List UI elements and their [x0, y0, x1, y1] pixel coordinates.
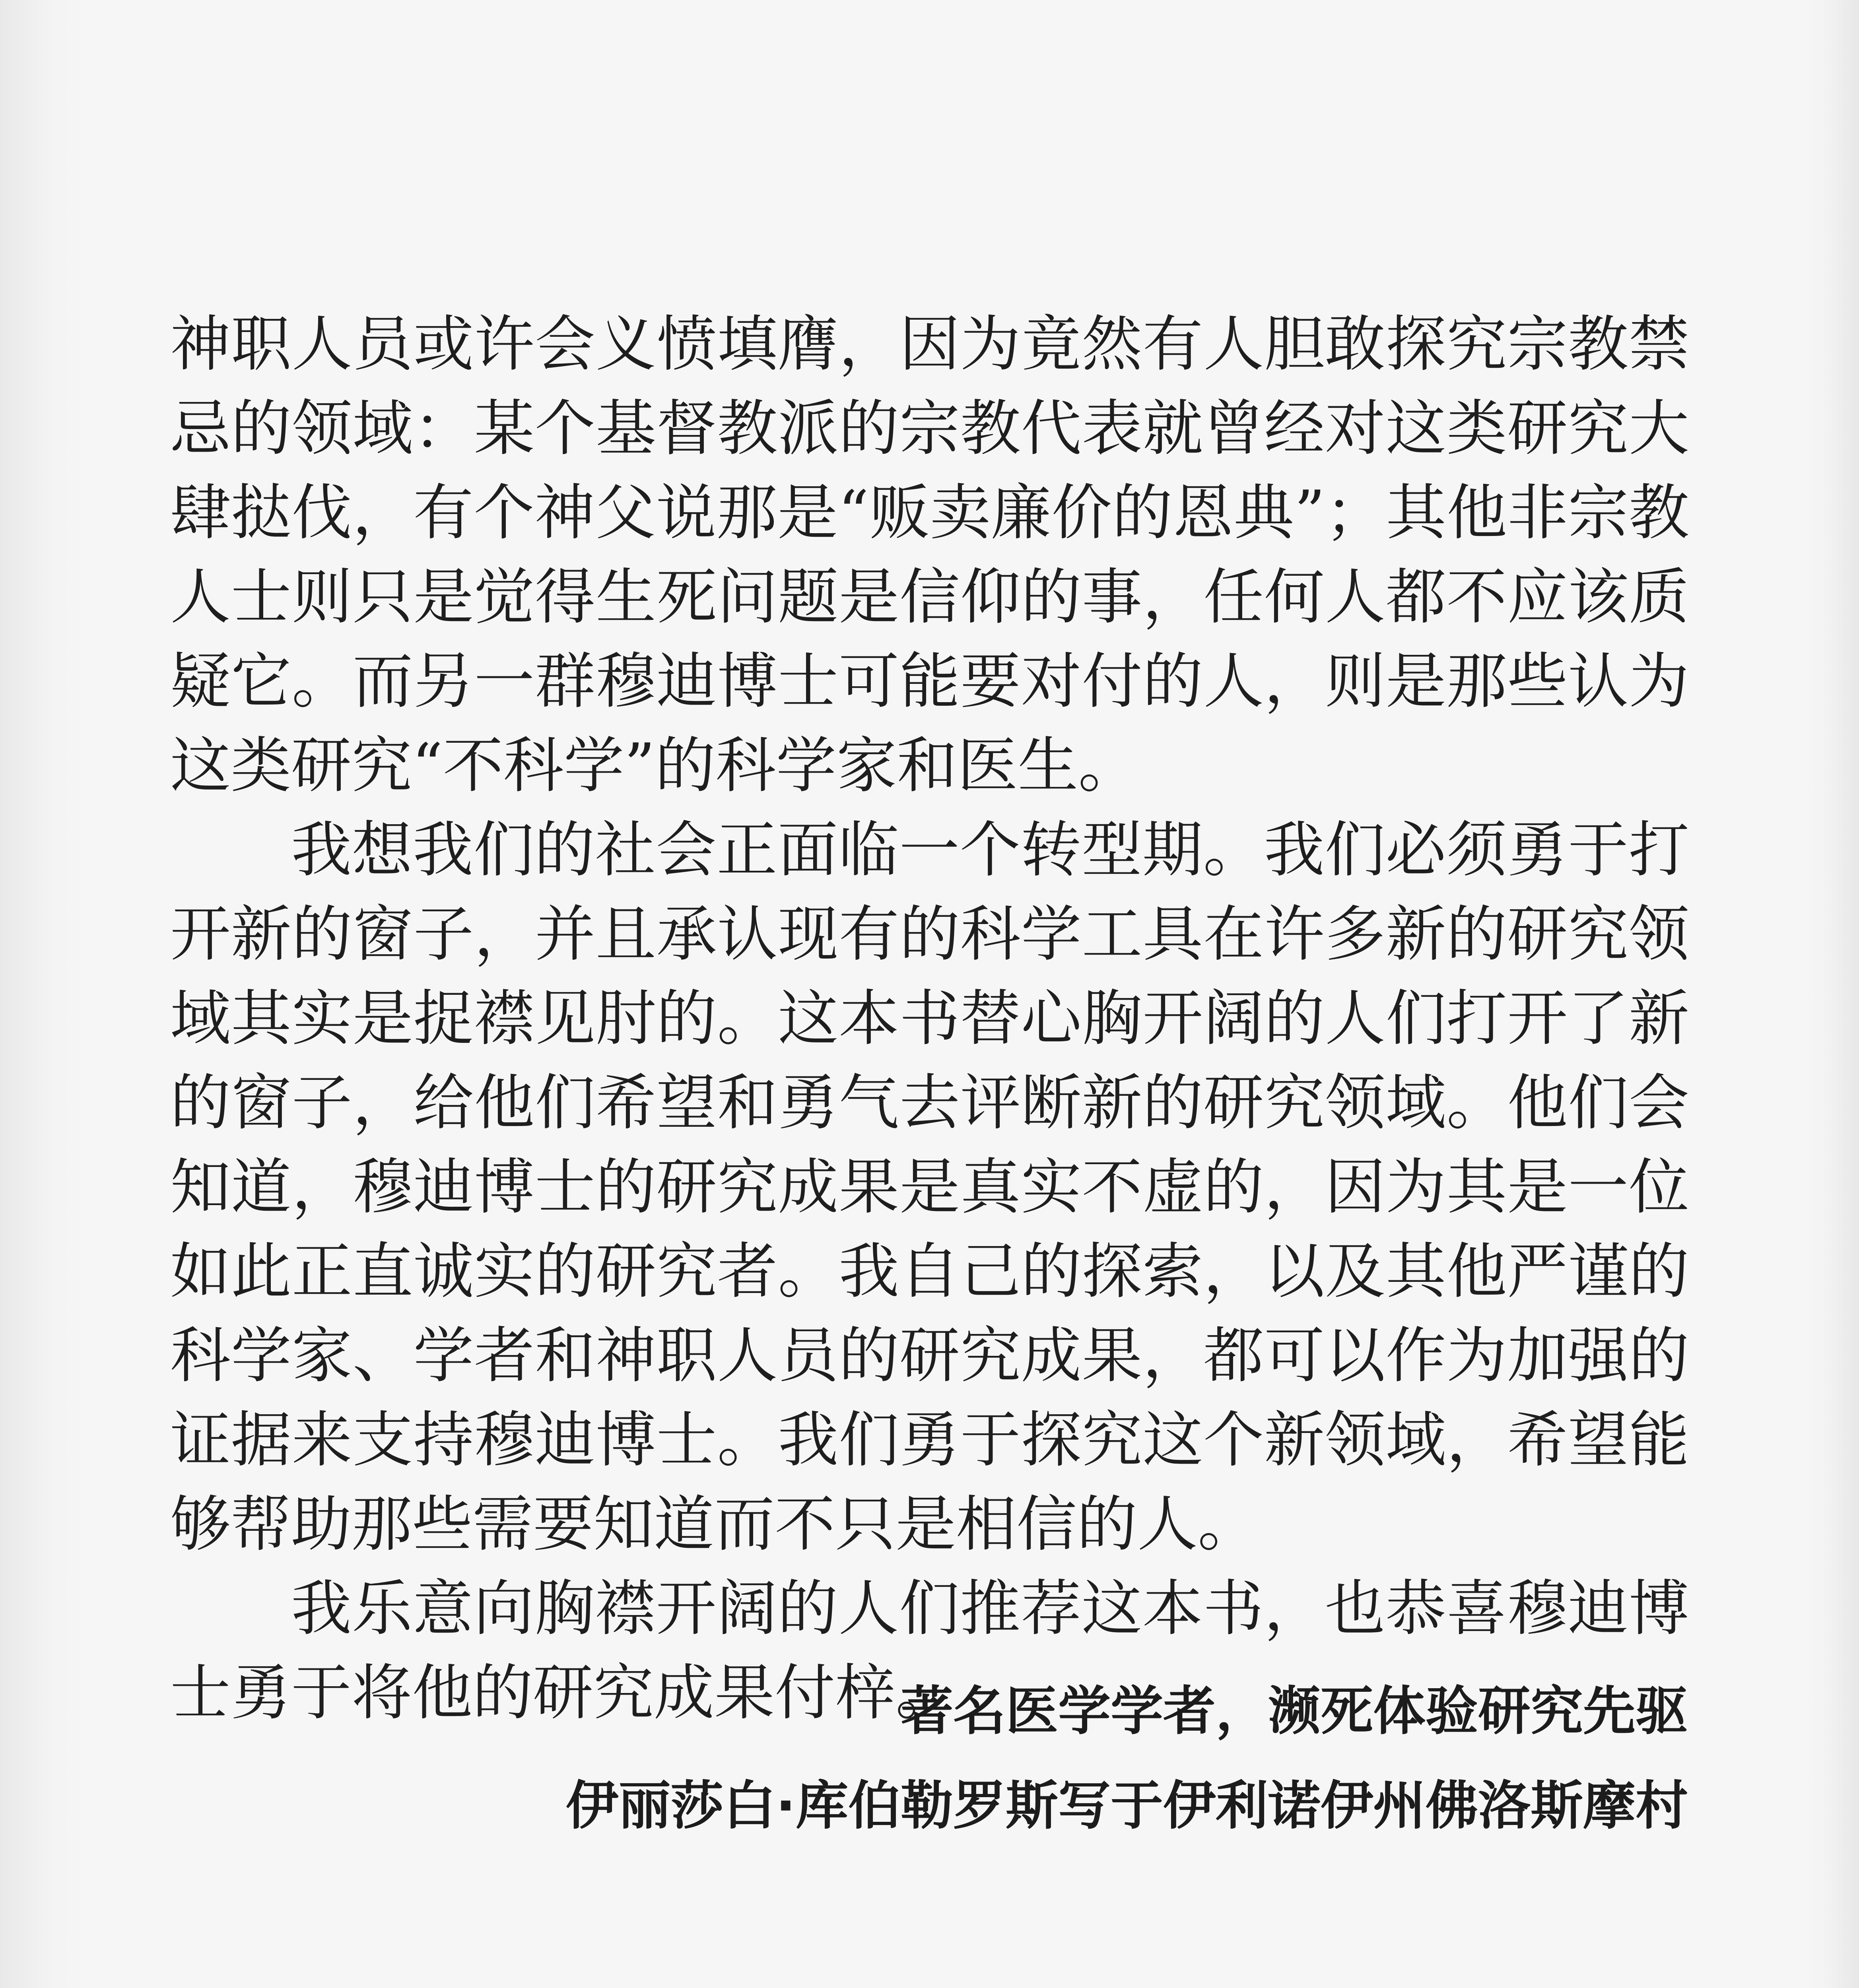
signature-title: 著名医学学者，濒死体验研究先驱: [901, 1681, 1688, 1742]
paragraph: 我想我们的社会正面临一个转型期。我们必须勇于打开新的窗子，并且承认现有的科学工具在许多新的研究领域其实是捉襟见肘的。这本书替心胸开阔的人们打开了新的窗子，给他们希望和勇气去评断新的研究领域。他们会知道，穆迪博士的研究成果是真实不虚的，因为其是一位如此正直诚实的研究者。我自己的探索，以及其他严谨的科学家、学者和神职人员的研究成果，都可以作为加强的证据来支持穆迪博士。我们勇于探究这个新领域，希望能够帮助那些需要知道而不只是相信的人。: [170, 815, 1689, 1559]
paragraph: 我乐意向胸襟开阔的人们推荐这本书，也恭喜穆迪博士勇于将他的研究成果付梓。: [170, 1573, 1689, 1728]
body-text: [170, 302, 1689, 1735]
author-signature: [169, 1664, 1688, 1853]
signature-author-place: 伊丽莎白·库伯勒罗斯写于伊利诺伊州佛洛斯摩村: [565, 1775, 1688, 1837]
page-edge-shadow: [1803, 0, 1859, 1988]
paragraph-continued: 神职人员或许会义愤填膺，因为竟然有人胆敢探究宗教禁忌的领域：某个基督教派的宗教代表就曾经对这类研究大肆挞伐，有个神父说那是“贩卖廉价的恩典”；其他非宗教人士则只是觉得生死问题是信仰的事，任何人都不应该质疑它。而另一群穆迪博士可能要对付的人，则是那些认为这类研究“不科学”的科学家和医生。: [170, 309, 1689, 801]
page-gutter-shadow: [0, 0, 91, 1988]
